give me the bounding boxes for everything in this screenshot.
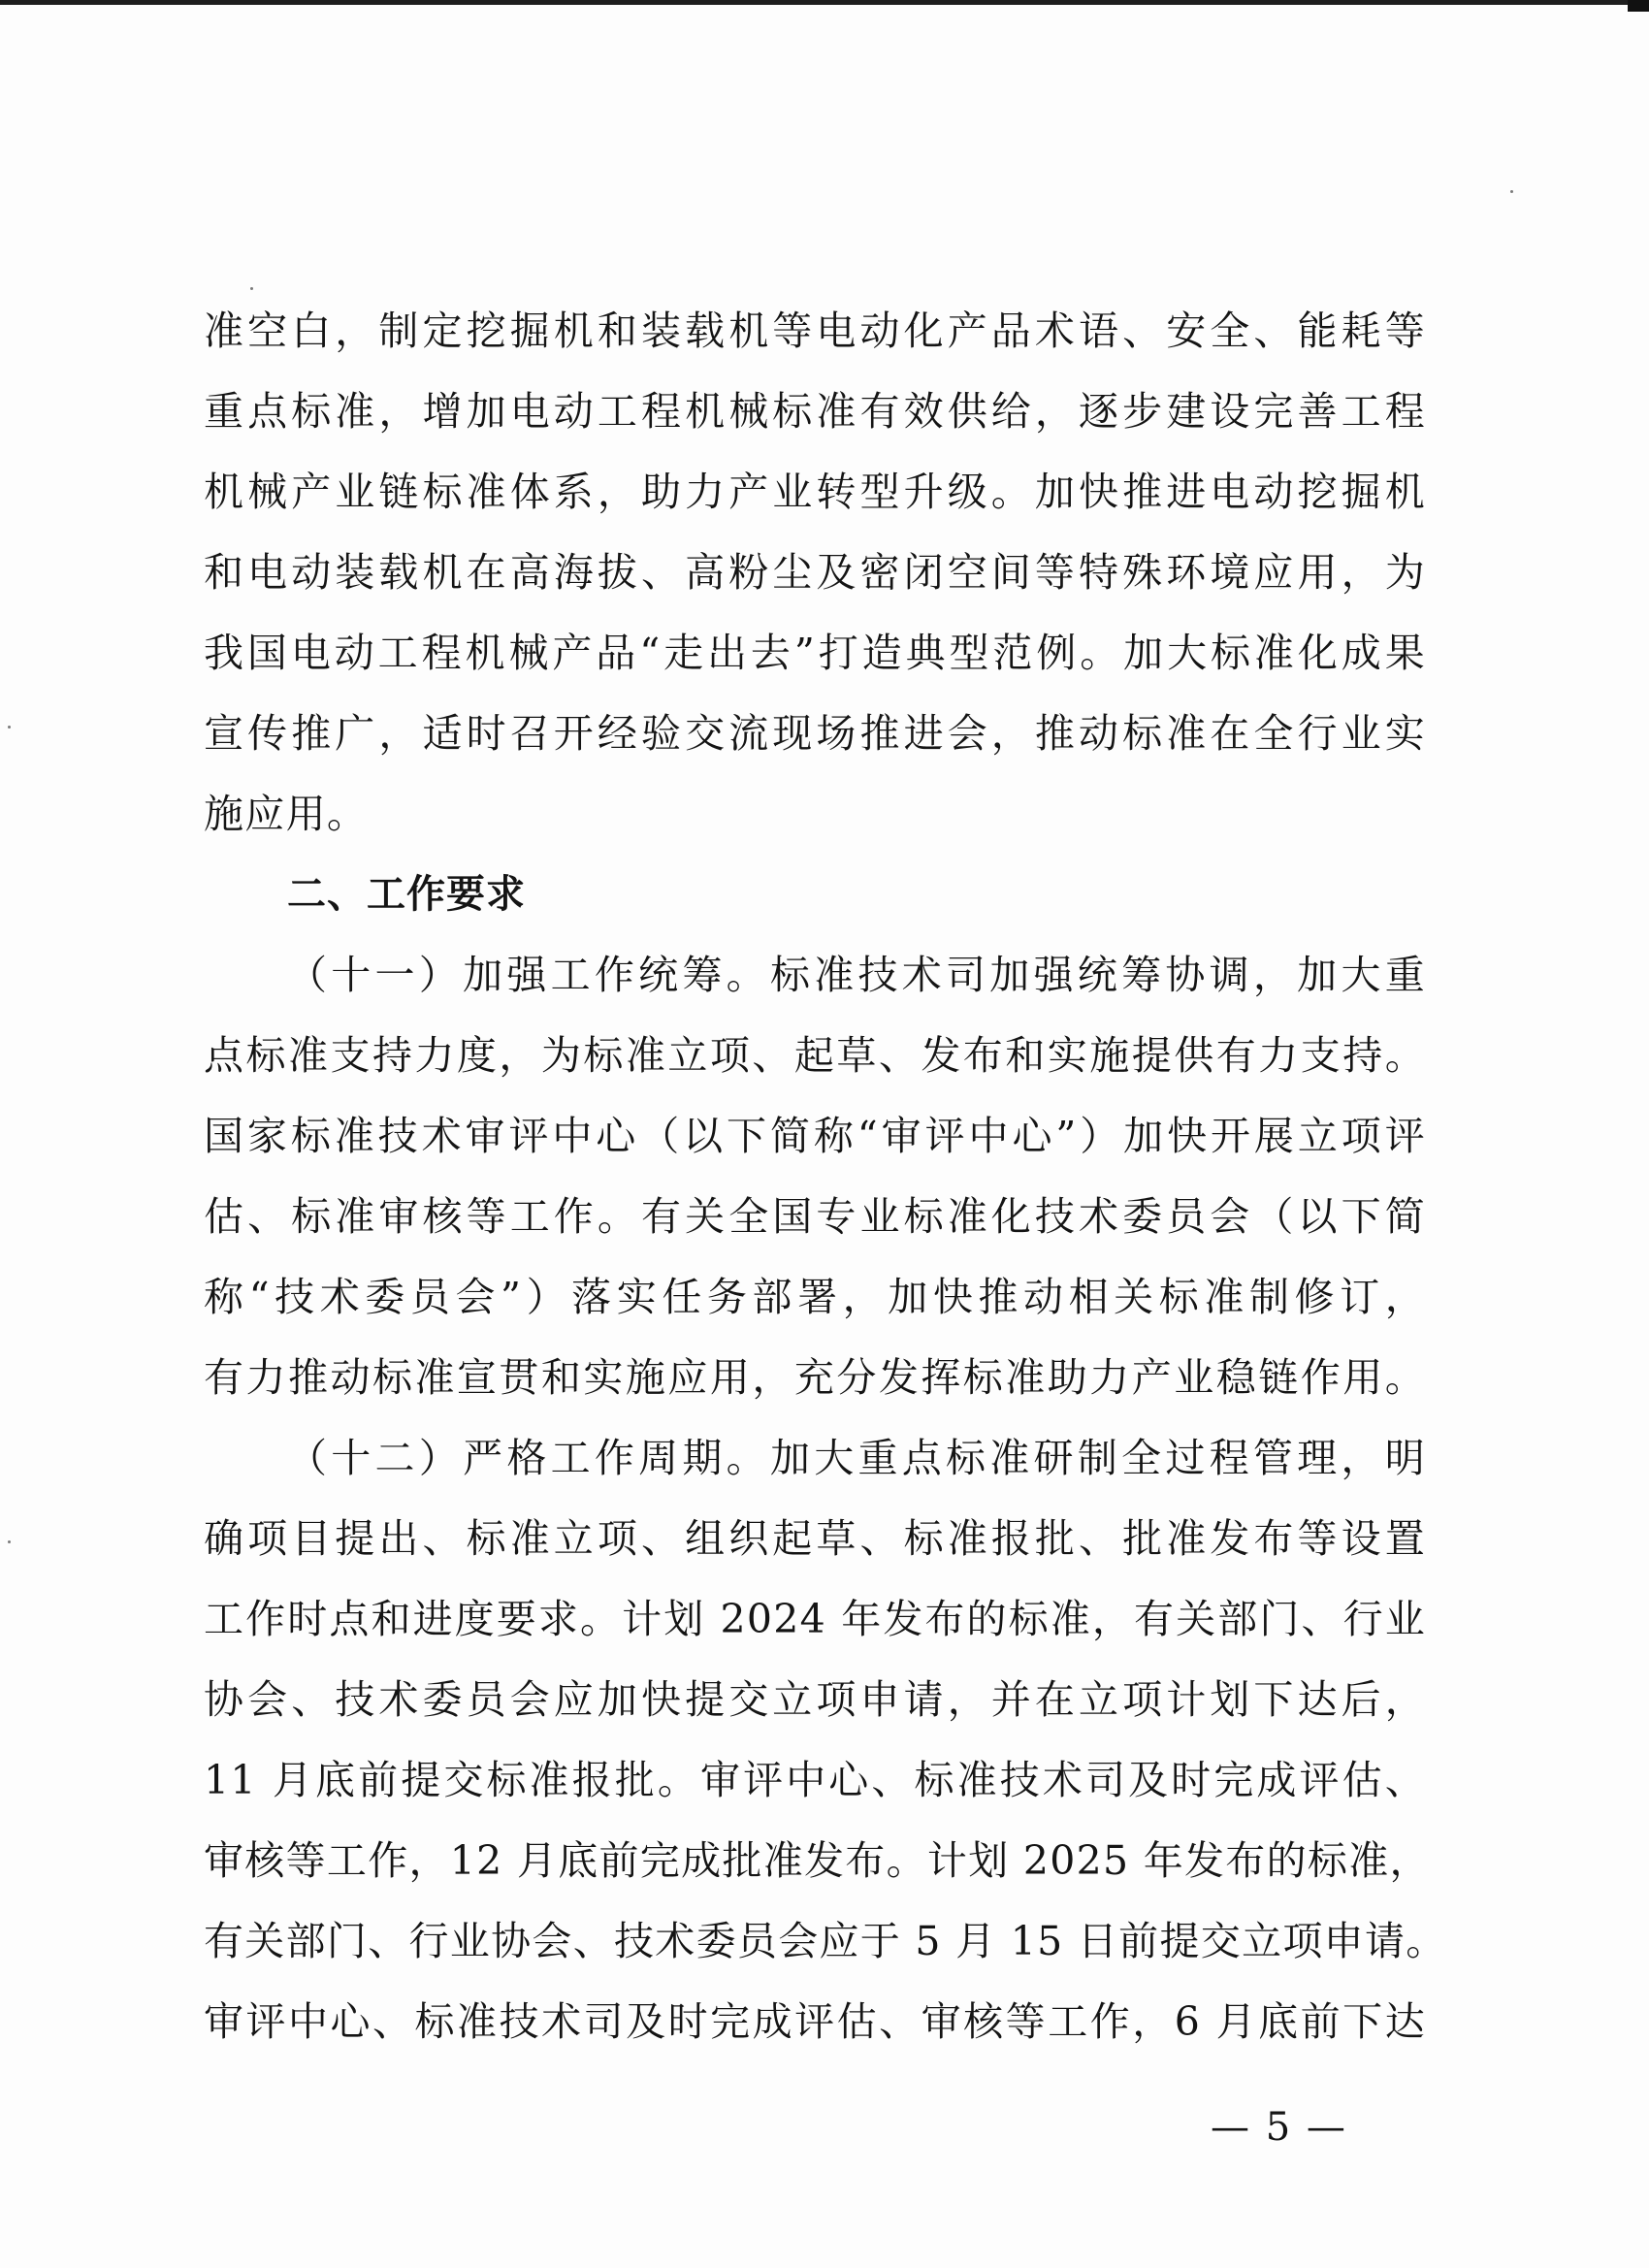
body-line: 有力推动标准宣贯和实施应用，充分发挥标准助力产业稳链作用。: [204, 1354, 1426, 1401]
scan-speck: [8, 1540, 11, 1543]
paragraph-11-first-line: （十一）加强工作统筹。标准技术司加强统筹协调，加大重: [287, 952, 1426, 998]
body-line: 机械产业链标准体系，助力产业转型升级。加快推进电动挖掘机: [204, 469, 1426, 515]
body-line: 审核等工作，12 月底前完成批准发布。计划 2025 年发布的标准，: [204, 1837, 1431, 1884]
body-line: 确项目提出、标准立项、组织起草、标准报批、批准发布等设置: [204, 1515, 1426, 1562]
body-line: 准空白，制定挖掘机和装载机等电动化产品术语、安全、能耗等: [204, 308, 1426, 354]
document-body: [204, 291, 1447, 2062]
body-line: 点标准支持力度，为标准立项、起草、发布和实施提供有力支持。: [204, 1032, 1426, 1079]
body-line: 宣传推广，适时召开经验交流现场推进会，推动标准在全行业实: [204, 710, 1426, 757]
scan-speck: [8, 726, 11, 729]
section-heading: 二、工作要求: [287, 872, 526, 917]
paragraph-12-first-line: （十二）严格工作周期。加大重点标准研制全过程管理，明: [287, 1435, 1426, 1481]
body-line: 我国电动工程机械产品“走出去”打造典型范例。加大标准化成果: [204, 630, 1426, 676]
body-line: 和电动装载机在高海拔、高粉尘及密闭空间等特殊环境应用，为: [204, 549, 1426, 596]
body-line: 有关部门、行业协会、技术委员会应于 5 月 15 日前提交立项申请。: [204, 1918, 1447, 1964]
page-number: — 5 —: [1211, 2105, 1347, 2150]
scan-speck: [250, 287, 253, 290]
body-line: 国家标准技术审评中心（以下简称“审评中心”）加快开展立项评: [204, 1113, 1426, 1159]
body-line: 估、标准审核等工作。有关全国专业标准化技术委员会（以下简: [204, 1193, 1426, 1240]
body-line: 11 月底前提交标准报批。审评中心、标准技术司及时完成评估、: [204, 1757, 1426, 1803]
scan-top-edge: [0, 0, 1649, 5]
body-line: 协会、技术委员会应加快提交立项申请，并在立项计划下达后，: [204, 1676, 1426, 1723]
body-line: 审评中心、标准技术司及时完成评估、审核等工作，6 月底前下达: [204, 1998, 1426, 2045]
body-line: 重点标准，增加电动工程机械标准有效供给，逐步建设完善工程: [204, 388, 1426, 435]
scan-speck: [1510, 190, 1513, 193]
body-line: 施应用。: [204, 791, 369, 837]
scan-corner-mark: [1628, 0, 1649, 12]
body-line: 工作时点和进度要求。计划 2024 年发布的标准，有关部门、行业: [204, 1596, 1426, 1642]
body-line: 称“技术委员会”）落实任务部署，加快推动相关标准制修订，: [204, 1274, 1426, 1320]
